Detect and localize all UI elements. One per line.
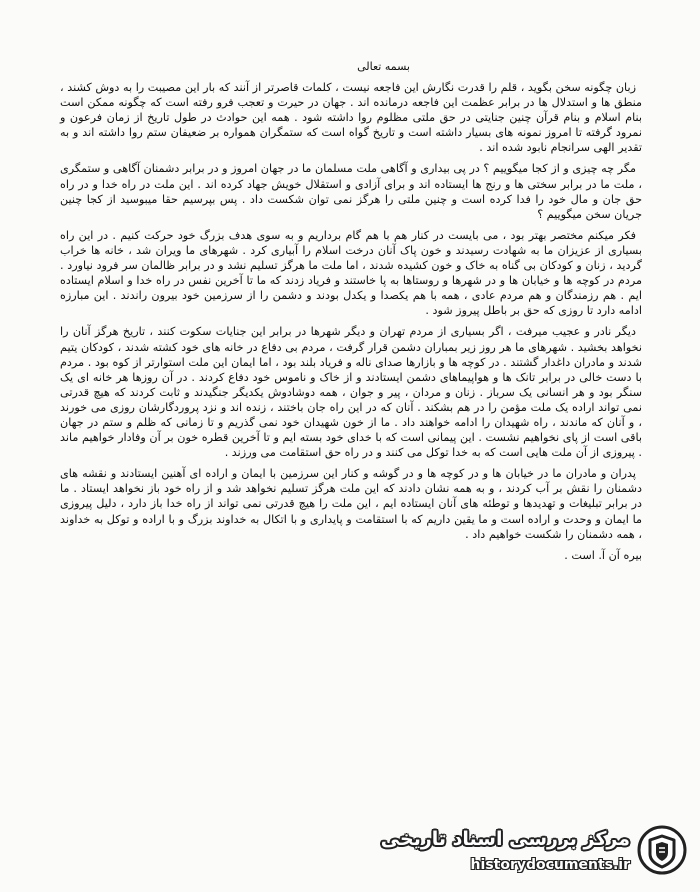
document-paragraph: مگر چه چیزی و از کجا میگوییم ؟ در پی بیداری و آگاهی ملت مسلمان ما در جهان امروز و در برابر دشمنان آگاهی و ستمگری ، ملت ما در برابر سختی ها و رنج ها ایستاده اند و برای آزادی و استقلال خویش جهاد کرده اند . این ملت در راه خدا و در راه حق جان و مال خود را فدا کرده است و چنین ملتی را هرگز نمی توان شکست داد . پس بپرسیم حقا میبوسید از کجا چنین جریان سخن میگوییم ؟	[60, 162, 642, 221]
document-paragraph: زبان چگونه سخن بگوید ، قلم را قدرت نگارش این فاجعه نیست ، کلمات قاصرتر از آنند که بار این مصیبت را به دوش کشند ، منطق ها و استدلال ها در برابر عظمت این فاجعه درمانده اند . جهان در حیرت و تعجب فرو رفته است که چگونه ممکن است بنام اسلام و بنام قرآن چنین جنایتی در حق ملتی مظلوم روا داشته شود . همه این حوادث در طول تاریخ از زمان فرعون و نمرود گرفته تا امروز نمونه های بسیار داشته است و تاریخ گواه است که ستمگران همواره بر ضعیفان ستم روا داشته اند و به تقدیر الهی سرانجام نابود شده اند .	[60, 81, 642, 155]
watermark-title: مرکز بررسی اسناد تاریخی	[380, 828, 630, 850]
document-heading: بسمه تعالی	[357, 60, 410, 73]
document-paragraph: فکر میکنم مختصر بهتر بود ، می بایست در کنار هم با هم گام برداریم و به سوی هدف بزرگ خود حرکت کنیم . در این راه بسیاری از عزیزان ما به شهادت رسیدند و خون پاک آنان درخت اسلام را آبیاری کرد . شهرهای ما ویران شد ، خانه ها خراب گردید ، زنان و کودکان بی گناه به خاک و خون کشیده شدند ، اما ملت ما هرگز تسلیم نشد و در برابر ظالمان سر فرود نیاورد . مردم در کوچه ها و خیابان ها و در شهرها و روستاها به پا خاستند و فریاد زدند که ما تا آخرین نفس در راه خدا و اسلام ایستاده ایم . هم رزمندگان و هم مردم عادی ، همه با هم یکصدا و یکدل بودند و دشمن را از سرزمین خود بیرون راندند . این مبارزه ادامه دارد تا روزی که حق بر باطل پیروز شود .	[60, 228, 642, 318]
document-closing: بیره آن آ. است .	[564, 548, 642, 562]
document-body	[60, 80, 642, 563]
book-shield-icon	[636, 824, 688, 876]
document-paragraph: پدران و مادران ما در خیابان ها و در کوچه ها و در گوشه و کنار این سرزمین با ایمان و اراده ای آهنین ایستادند و نقشه های دشمنان را نقش بر آب کردند ، و به همه نشان دادند که این ملت هرگز تسلیم نخواهد شد و از راه خود باز نخواهد ایستاد . ما در برابر تبلیغات و تهدیدها و توطئه های آنان ایستاده ایم ، این ملت را هیچ قدرتی نمی تواند از راه خدا باز دارد ، دلیل پیروزی ما ایمان و وحدت و اراده است و ما یقین داریم که با استقامت و پایداری و با اتکال به خداوند بزرگ و با اراده و توکل به خداوند ، همه دشمنان را شکست خواهیم داد .	[60, 467, 642, 541]
document-paragraph: دیگر نادر و عجیب میرفت ، اگر بسیاری از مردم تهران و دیگر شهرها در برابر این جنایات سکوت کنند ، تاریخ هرگز آنان را نخواهد بخشید . شهرهای ما هر روز زیر بمباران دشمن قرار گرفت ، مردم بی دفاع در خانه های خود کشته شدند ، کودکان یتیم شدند و مادران داغدار گشتند . در کوچه ها و بازارها صدای ناله و فریاد بلند بود ، اما ایمان این ملت استوارتر از کوه بود . مردم با دست خالی در برابر تانک ها و هواپیماهای دشمن ایستادند و از خاک و ناموس خود دفاع کردند . در آن روزها هر خانه ای یک سنگر بود و هر انسانی یک سرباز . زنان و مردان ، پیر و جوان ، همه دوشادوش یکدیگر جنگیدند و ثابت کردند که هیچ قدرتی نمی تواند اراده یک ملت مؤمن را در هم بشکند . آنان که در این راه جان باختند ، زنده اند و نزد پروردگارشان روزی می خورند ، و آنان که ماندند ، راه شهیدان را ادامه خواهند داد . ما از خون شهیدان خود نمی گذریم و تا زمانی که ظلم و ستم در جهان باقی است از پای نخواهیم نشست . این پیمانی است که با خدای خود بسته ایم و تا آخرین قطره خون بر آن وفادار خواهیم ماند . پیروزی از آن ملت هایی است که به خدا توکل می کنند و در راه حق استقامت می ورزند .	[60, 325, 642, 460]
watermark-url: historydocuments.ir	[470, 857, 630, 873]
watermark	[380, 820, 692, 882]
